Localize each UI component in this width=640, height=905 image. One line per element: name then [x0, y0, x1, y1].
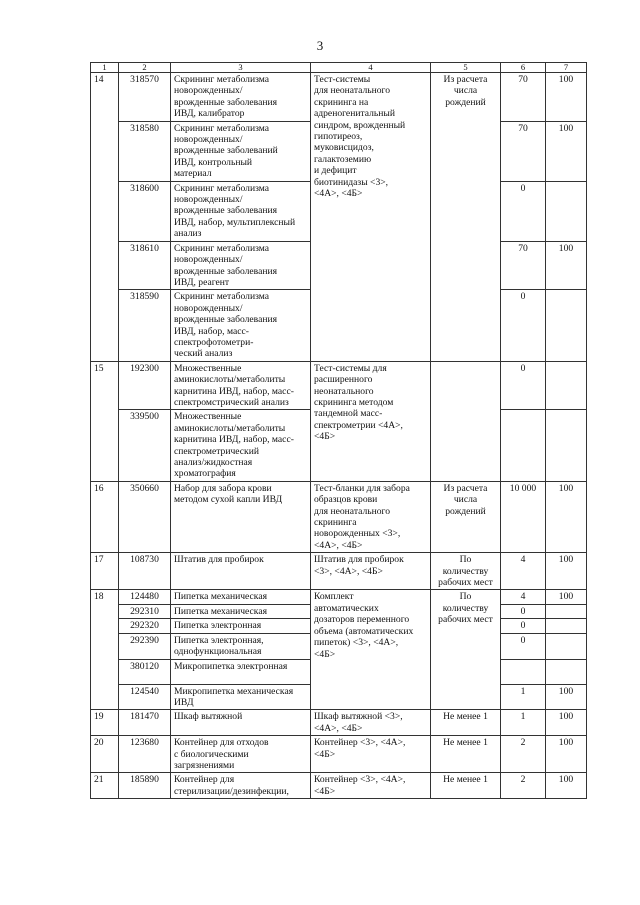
value-col6: 1 [501, 684, 546, 710]
equipment-name: Пипетка электронная [171, 619, 311, 633]
value-col7 [546, 633, 587, 659]
equipment-name: Контейнер для стерилизации/дезинфекции, [171, 773, 311, 799]
item-number: 20 [91, 736, 119, 773]
column-number: 7 [546, 63, 587, 73]
equipment-name: Множественные аминокислоты/метаболиты карнитина ИВД, набор, масс- спектромстрический анализ [171, 361, 311, 410]
equipment-name: Скрининг метаболизма новорожденных/ врожденные заболевания ИВД, набор, мультиплексный анализ [171, 181, 311, 241]
value-col6: 2 [501, 773, 546, 799]
equipment-table [90, 62, 587, 799]
equipment-name: Микропипетка механическая ИВД [171, 684, 311, 710]
equipment-code: 318570 [119, 73, 171, 122]
equipment-code: 339500 [119, 410, 171, 481]
table-row [91, 710, 587, 736]
equipment-code: 181470 [119, 710, 171, 736]
value-col7 [546, 410, 587, 481]
equipment-code: 192300 [119, 361, 171, 410]
value-col6: 0 [501, 633, 546, 659]
equipment-code: 292310 [119, 604, 171, 618]
equipment-code: 292390 [119, 633, 171, 659]
item-number: 17 [91, 553, 119, 590]
equipment-name: Пипетка механическая [171, 590, 311, 604]
table-row [91, 773, 587, 799]
table-row [91, 736, 587, 773]
equipment-name: Скрининг метаболизма новорожденных/ врожденные заболевания ИВД, набор, масс- спектрофотометри- ческий анализ [171, 290, 311, 361]
value-col7: 100 [546, 553, 587, 590]
equipment-code: 318580 [119, 121, 171, 181]
value-col6: 0 [501, 619, 546, 633]
equipment-name: Скрининг метаболизма новорожденных/ врожденные заболевания ИВД, калибратор [171, 73, 311, 122]
value-col6: 1 [501, 710, 546, 736]
equipment-name: Скрининг метаболизма новорожденных/ врожденные заболеваний ИВД, контрольный материал [171, 121, 311, 181]
column-number-row [91, 63, 587, 73]
value-col7: 100 [546, 481, 587, 552]
page-number: 3 [316, 38, 324, 53]
column-number: 4 [311, 63, 431, 73]
equipment-name: Пипетка электронная, однофункциональная [171, 633, 311, 659]
value-col7 [546, 361, 587, 410]
value-col6: 0 [501, 290, 546, 361]
equipment-code: 124540 [119, 684, 171, 710]
requirement-text: Контейнер <3>, <4А>, <4Б> [311, 773, 431, 799]
quantity-text [431, 361, 501, 481]
value-col7 [546, 659, 587, 684]
equipment-name: Набор для забора крови методом сухой капли ИВД [171, 481, 311, 552]
quantity-text: По количеству рабочих мест [431, 553, 501, 590]
quantity-text: Не менее 1 [431, 773, 501, 799]
equipment-code: 318600 [119, 181, 171, 241]
equipment-code: 318590 [119, 290, 171, 361]
value-col6: 0 [501, 181, 546, 241]
item-number: 16 [91, 481, 119, 552]
item-number: 18 [91, 590, 119, 710]
equipment-code: 292320 [119, 619, 171, 633]
quantity-text: Из расчета числа рождений [431, 481, 501, 552]
item-number: 21 [91, 773, 119, 799]
value-col7: 100 [546, 773, 587, 799]
value-col7: 100 [546, 710, 587, 736]
value-col6: 10 000 [501, 481, 546, 552]
equipment-name: Микропипетка электронная [171, 659, 311, 684]
item-number: 15 [91, 361, 119, 481]
value-col7: 100 [546, 241, 587, 290]
value-col7 [546, 604, 587, 618]
value-col7: 100 [546, 590, 587, 604]
requirement-text: Штатив для пробирок <3>, <4А>, <4Б> [311, 553, 431, 590]
equipment-code: 350660 [119, 481, 171, 552]
table-row [91, 590, 587, 604]
equipment-code: 185890 [119, 773, 171, 799]
value-col6: 70 [501, 73, 546, 122]
requirement-text: Тест-системы для неонатального скрининга на адреногенитальный синдром, врожденный гипотиреоз, муковисцидоз, галактоземию и дефицит биотинидазы <3>, <4А>, <4Б> [311, 73, 431, 362]
column-number: 1 [91, 63, 119, 73]
equipment-code: 124480 [119, 590, 171, 604]
column-number: 2 [119, 63, 171, 73]
equipment-name: Штатив для пробирок [171, 553, 311, 590]
value-col7: 100 [546, 73, 587, 122]
equipment-code: 380120 [119, 659, 171, 684]
value-col6 [501, 410, 546, 481]
value-col7 [546, 181, 587, 241]
value-col6 [501, 659, 546, 684]
value-col7 [546, 619, 587, 633]
equipment-name: Пипетка механическая [171, 604, 311, 618]
table-row [91, 73, 587, 122]
requirement-text: Тест-системы для расширенного неонатального скрининга методом тандемной масс- спектрометрии <4А>, <4Б> [311, 361, 431, 481]
equipment-code: 123680 [119, 736, 171, 773]
quantity-text: Не менее 1 [431, 736, 501, 773]
column-number: 5 [431, 63, 501, 73]
value-col6: 0 [501, 604, 546, 618]
value-col6: 70 [501, 121, 546, 181]
quantity-text: По количеству рабочих мест [431, 590, 501, 710]
requirement-text: Тест-бланки для забора образцов крови для неонатального скрининга новорожденных <3>, <4А>, <4Б> [311, 481, 431, 552]
table-row [91, 361, 587, 410]
value-col6: 0 [501, 361, 546, 410]
requirement-text: Контейнер <3>, <4А>, <4Б> [311, 736, 431, 773]
value-col6: 70 [501, 241, 546, 290]
requirement-text: Комплект автоматических дозаторов переменного объема (автоматических пипеток) <3>, <4А>, <4Б> [311, 590, 431, 710]
value-col7: 100 [546, 736, 587, 773]
column-number: 6 [501, 63, 546, 73]
value-col6: 4 [501, 590, 546, 604]
column-number: 3 [171, 63, 311, 73]
value-col7 [546, 290, 587, 361]
requirement-text: Шкаф вытяжной <3>, <4А>, <4Б> [311, 710, 431, 736]
value-col7: 100 [546, 121, 587, 181]
table-row [91, 553, 587, 590]
equipment-code: 108730 [119, 553, 171, 590]
quantity-text: Не менее 1 [431, 710, 501, 736]
value-col7: 100 [546, 684, 587, 710]
item-number: 19 [91, 710, 119, 736]
equipment-code: 318610 [119, 241, 171, 290]
value-col6: 4 [501, 553, 546, 590]
equipment-name: Скрининг метаболизма новорожденных/ врожденные заболевания ИВД, реагент [171, 241, 311, 290]
equipment-name: Множественные аминокислоты/метаболиты карнитина ИВД, набор, масс- спектрометрический анализ/жидкостная хроматография [171, 410, 311, 481]
equipment-name: Контейнер для отходов с биологическими загрязнениями [171, 736, 311, 773]
table-row [91, 481, 587, 552]
item-number: 14 [91, 73, 119, 362]
value-col6: 2 [501, 736, 546, 773]
equipment-name: Шкаф вытяжной [171, 710, 311, 736]
quantity-text: Из расчета числа рождений [431, 73, 501, 362]
